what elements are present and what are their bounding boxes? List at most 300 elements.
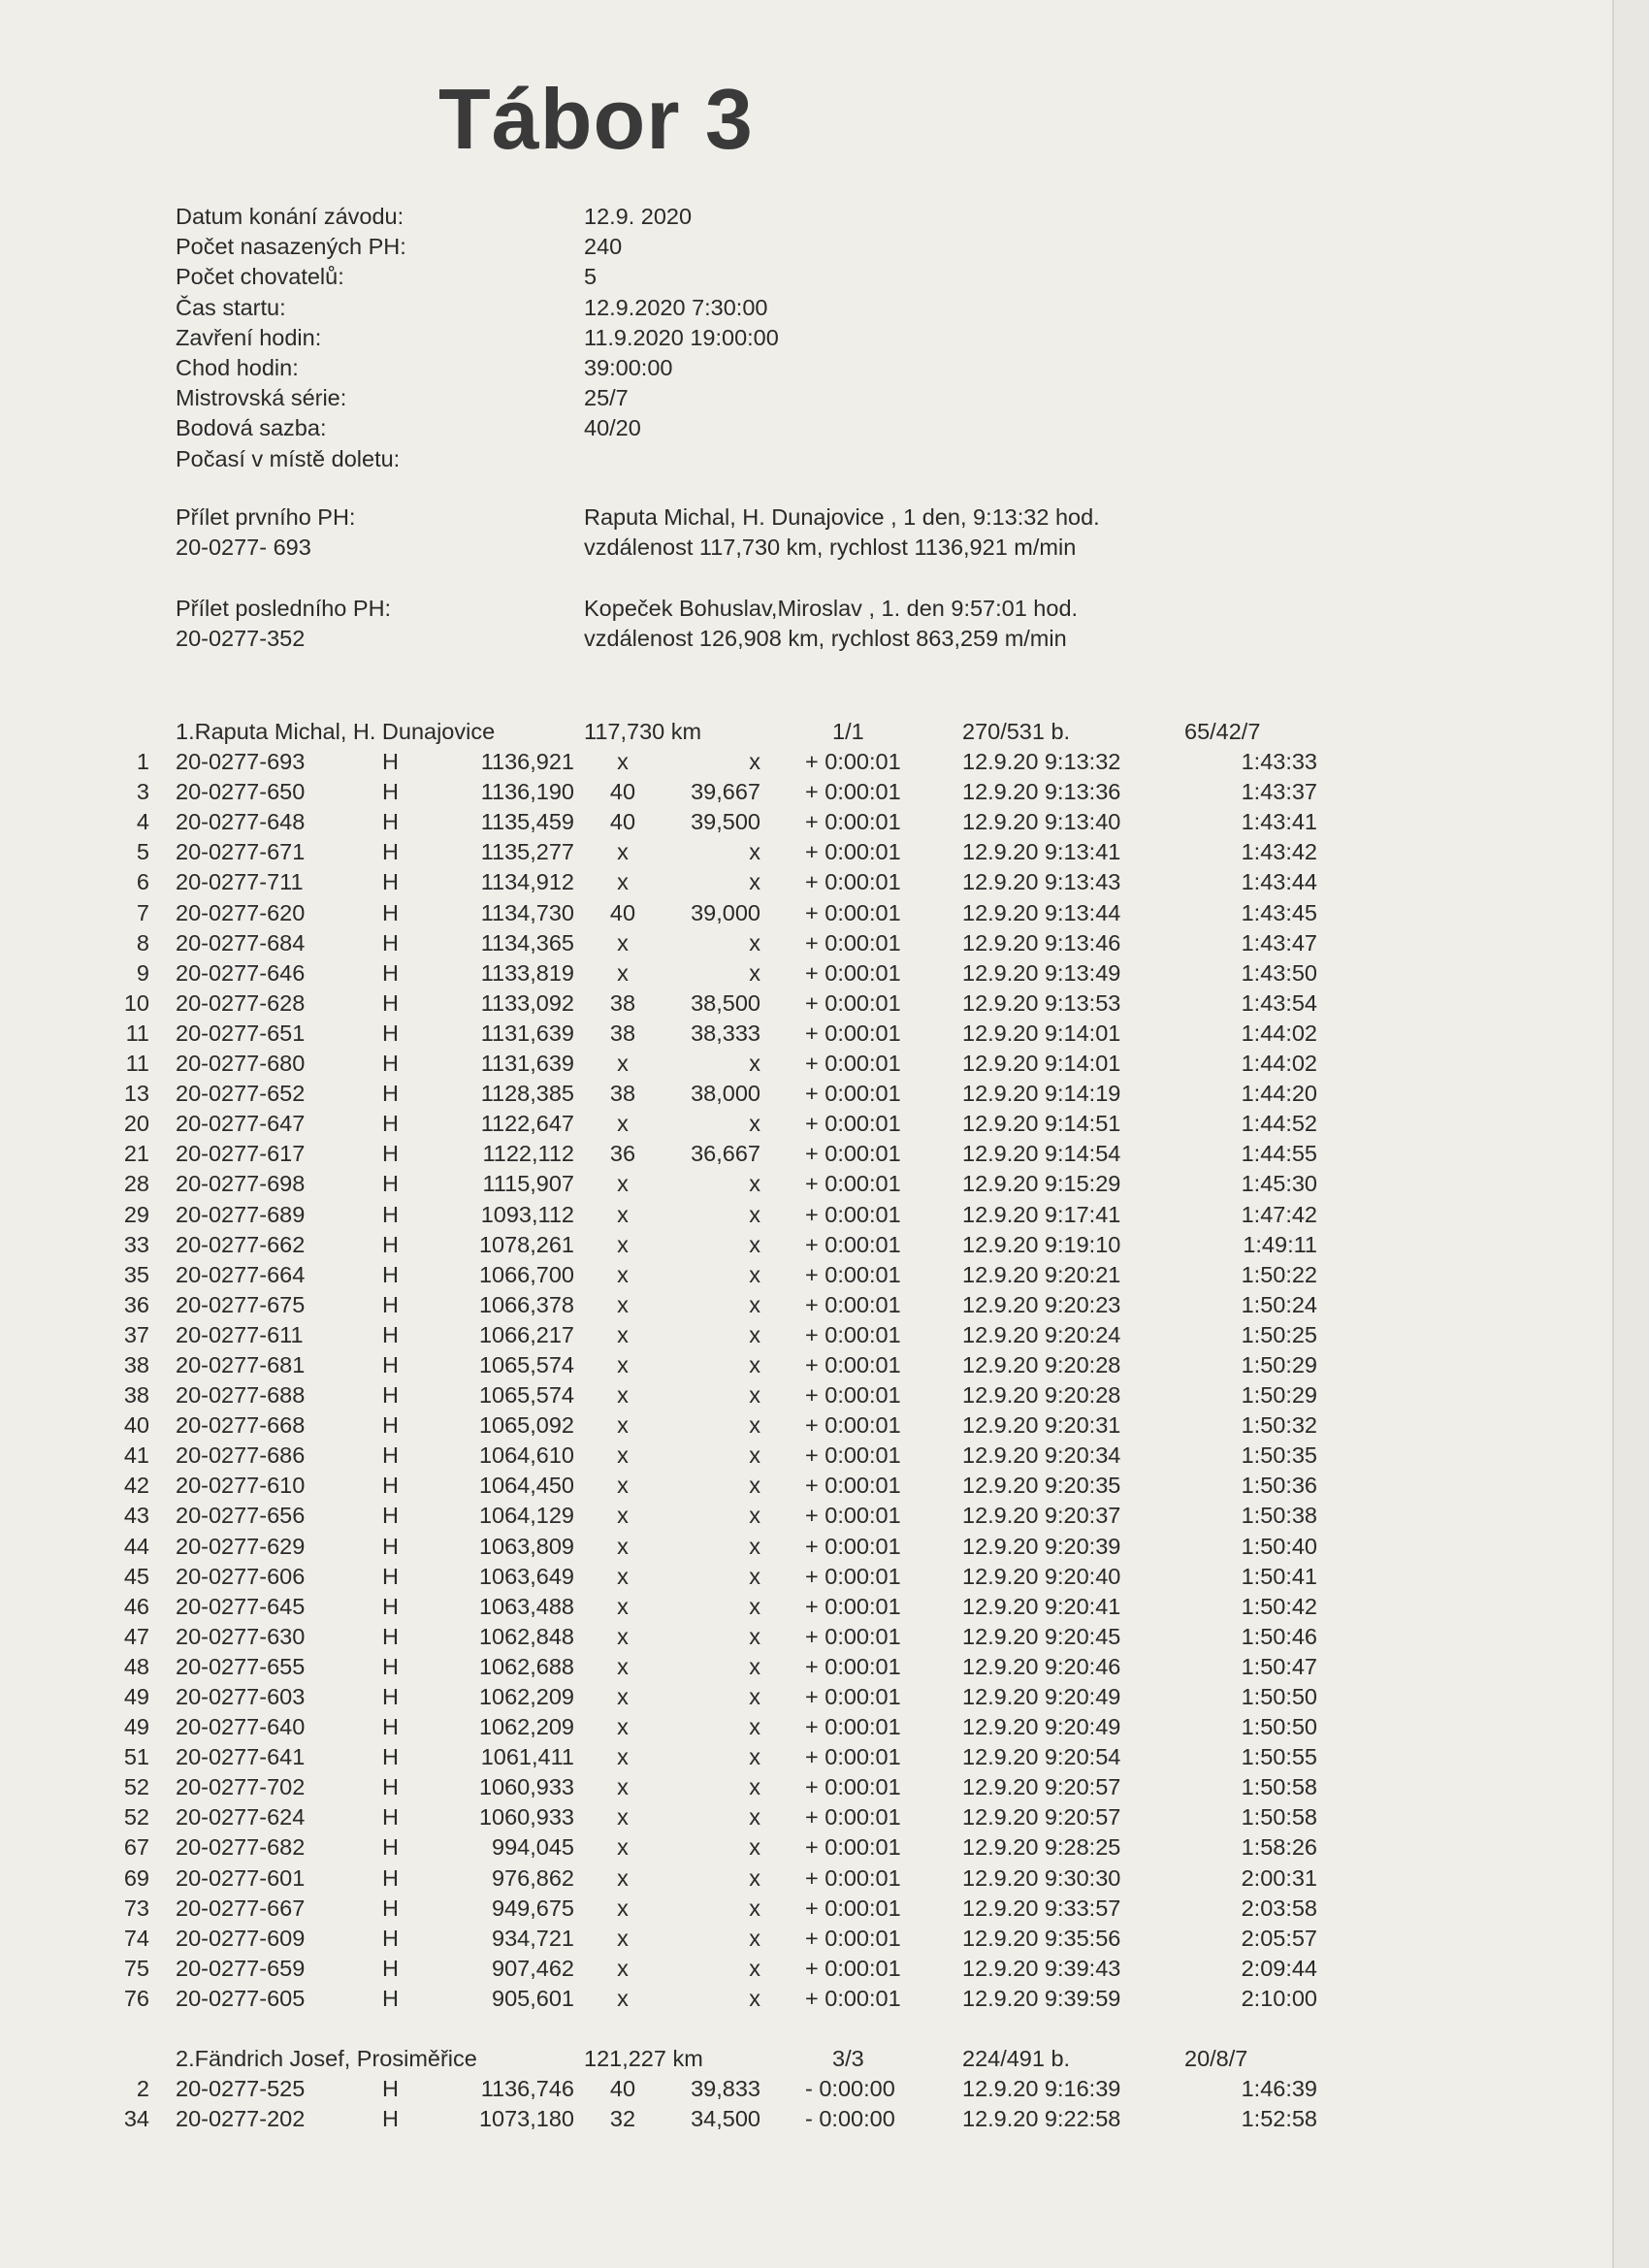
table-row [0,1956,1358,1986]
cell-flight-time: 1:43:50 [1241,959,1317,986]
cell-flight-time: 1:50:42 [1241,1593,1317,1619]
table-row [0,1473,1358,1503]
cell-clock-correction: + 0:00:01 [805,809,901,835]
cell-points: x [617,1653,629,1679]
cell-rank: 73 [123,1895,149,1921]
last-arrival-line2: vzdálenost 126,908 km, rychlost 863,259 m/min [584,626,1067,651]
cell-ring-number: 20-0277-656 [176,1503,306,1529]
breeder-header [0,719,1358,749]
cell-flight-time: 1:50:38 [1241,1503,1317,1529]
table-row [0,1534,1358,1564]
cell-rank: 1 [136,749,149,775]
cell-arrival-time: 12.9.20 9:14:01 [962,1020,1121,1046]
cell-speed: 1122,112 [482,1141,574,1167]
cell-coefficient: x [749,749,760,775]
cell-speed: 907,462 [492,1955,574,1981]
cell-points: 40 [609,2076,636,2102]
cell-sex: H [382,1503,399,1529]
table-row [0,1654,1358,1684]
cell-points: x [617,869,629,895]
cell-flight-time: 1:50:24 [1241,1291,1317,1317]
cell-ring-number: 20-0277-667 [176,1895,306,1921]
cell-arrival-time: 12.9.20 9:13:41 [962,839,1121,865]
cell-speed: 1062,688 [478,1653,574,1679]
table-row [0,1262,1358,1292]
table-row [0,1292,1358,1322]
cell-arrival-time: 12.9.20 9:20:35 [962,1473,1121,1499]
cell-rank: 6 [136,869,149,895]
cell-speed: 1122,647 [480,1111,574,1137]
cell-clock-correction: + 0:00:01 [805,1684,901,1709]
cell-sex: H [382,1141,399,1167]
cell-points: x [617,959,629,986]
cell-ring-number: 20-0277-641 [176,1744,306,1770]
cell-ring-number: 20-0277-711 [176,869,304,895]
cell-coefficient: x [749,1382,760,1409]
cell-clock-correction: + 0:00:01 [805,1051,901,1077]
breeder-distance: 117,730 km [584,719,702,744]
cell-rank: 21 [123,1141,149,1167]
cell-rank: 49 [123,1714,149,1740]
cell-points: x [617,1744,629,1770]
cell-speed: 1060,933 [478,1774,574,1800]
cell-coefficient: x [749,1111,760,1137]
cell-ring-number: 20-0277-617 [176,1141,306,1167]
race-info-value: 240 [584,234,623,260]
cell-clock-correction: + 0:00:01 [805,1111,901,1137]
cell-sex: H [382,1412,399,1439]
cell-rank: 40 [123,1412,149,1439]
cell-points: 36 [609,1141,636,1167]
cell-rank: 11 [125,1020,149,1046]
cell-ring-number: 20-0277-686 [176,1442,306,1469]
table-row [0,749,1358,779]
table-row [0,1684,1358,1714]
cell-clock-correction: + 0:00:01 [805,1503,901,1529]
table-row [0,1804,1358,1834]
cell-flight-time: 1:43:37 [1241,779,1317,805]
cell-rank: 13 [123,1081,149,1107]
cell-flight-time: 1:50:40 [1241,1533,1317,1559]
cell-ring-number: 20-0277-650 [176,779,306,805]
cell-speed: 1136,921 [480,749,574,775]
cell-rank: 8 [136,929,149,956]
cell-points: x [617,749,629,775]
cell-arrival-time: 12.9.20 9:20:28 [962,1382,1121,1409]
cell-rank: 74 [123,1925,149,1951]
cell-points: x [617,1533,629,1559]
table-row [0,1352,1358,1382]
cell-flight-time: 2:05:57 [1241,1925,1317,1951]
cell-clock-correction: + 0:00:01 [805,1171,901,1197]
cell-flight-time: 1:49:11 [1243,1231,1317,1257]
cell-flight-time: 1:50:50 [1241,1714,1317,1740]
cell-sex: H [382,1231,399,1257]
cell-coefficient: x [749,1291,760,1317]
cell-sex: H [382,1714,399,1740]
cell-coefficient: x [749,959,760,986]
cell-sex: H [382,839,399,865]
cell-arrival-time: 12.9.20 9:17:41 [962,1201,1121,1227]
cell-coefficient: x [749,1503,760,1529]
cell-ring-number: 20-0277-675 [176,1291,306,1317]
cell-arrival-time: 12.9.20 9:20:39 [962,1533,1121,1559]
cell-ring-number: 20-0277-684 [176,929,306,956]
cell-ring-number: 20-0277-606 [176,1563,306,1589]
cell-sex: H [382,1744,399,1770]
table-row [0,1594,1358,1624]
table-row [0,869,1358,899]
cell-ring-number: 20-0277-646 [176,959,306,986]
cell-speed: 1066,700 [478,1261,574,1287]
cell-ring-number: 20-0277-652 [176,1081,306,1107]
cell-points: x [617,1985,629,2011]
cell-rank: 41 [123,1442,149,1469]
cell-points: x [617,929,629,956]
cell-arrival-time: 12.9.20 9:14:19 [962,1081,1121,1107]
results-table [0,719,1358,2136]
cell-clock-correction: + 0:00:01 [805,779,901,805]
table-row [0,1382,1358,1412]
cell-speed: 1060,933 [478,1804,574,1831]
cell-coefficient: x [749,1744,760,1770]
cell-flight-time: 1:50:58 [1241,1804,1317,1831]
cell-rank: 33 [123,1231,149,1257]
cell-points: x [617,1201,629,1227]
cell-flight-time: 1:43:44 [1241,869,1317,895]
cell-arrival-time: 12.9.20 9:20:46 [962,1653,1121,1679]
cell-coefficient: x [749,1563,760,1589]
cell-rank: 28 [123,1171,149,1197]
cell-sex: H [382,1985,399,2011]
cell-ring-number: 20-0277-605 [176,1985,306,2011]
table-row [0,1834,1358,1864]
cell-points: 38 [609,989,636,1016]
race-info-label: Mistrovská série: [176,385,347,411]
cell-ring-number: 20-0277-640 [176,1714,306,1740]
cell-flight-time: 1:43:41 [1241,809,1317,835]
cell-flight-time: 2:03:58 [1241,1895,1317,1921]
race-info-value: 39:00:00 [584,354,673,380]
cell-clock-correction: + 0:00:01 [805,1804,901,1831]
cell-coefficient: x [749,1412,760,1439]
cell-arrival-time: 12.9.20 9:13:49 [962,959,1121,986]
cell-points: 40 [609,809,636,835]
cell-coefficient: x [749,1201,760,1227]
cell-coefficient: x [749,1925,760,1951]
cell-speed: 976,862 [492,1864,574,1891]
cell-coefficient: x [749,1442,760,1469]
cell-sex: H [382,1291,399,1317]
cell-sex: H [382,1533,399,1559]
table-row [0,900,1358,930]
cell-rank: 7 [136,899,149,925]
cell-arrival-time: 12.9.20 9:20:37 [962,1503,1121,1529]
cell-rank: 35 [123,1261,149,1287]
cell-arrival-time: 12.9.20 9:22:58 [962,2106,1121,2132]
cell-speed: 934,721 [492,1925,574,1951]
cell-rank: 20 [123,1111,149,1137]
table-row [0,1021,1358,1051]
table-row [0,1774,1358,1804]
cell-flight-time: 1:44:02 [1241,1020,1317,1046]
cell-sex: H [382,1171,399,1197]
cell-arrival-time: 12.9.20 9:39:59 [962,1985,1121,2011]
cell-sex: H [382,779,399,805]
cell-coefficient: x [749,1321,760,1347]
cell-speed: 1134,730 [480,899,574,925]
cell-flight-time: 1:50:50 [1241,1684,1317,1709]
cell-points: x [617,1231,629,1257]
race-info-value: 25/7 [584,385,629,411]
cell-rank: 49 [123,1684,149,1709]
cell-sex: H [382,749,399,775]
cell-speed: 1063,649 [478,1563,574,1589]
cell-coefficient: x [749,929,760,956]
table-row [0,1202,1358,1232]
cell-sex: H [382,1623,399,1649]
cell-coefficient: x [749,1955,760,1981]
cell-rank: 43 [123,1503,149,1529]
cell-arrival-time: 12.9.20 9:20:57 [962,1804,1121,1831]
cell-speed: 994,045 [492,1834,574,1861]
cell-rank: 38 [123,1351,149,1377]
cell-sex: H [382,809,399,835]
cell-rank: 44 [123,1533,149,1559]
cell-ring-number: 20-0277-630 [176,1623,306,1649]
cell-speed: 1064,450 [478,1473,574,1499]
cell-clock-correction: - 0:00:00 [805,2076,895,2102]
cell-speed: 1064,610 [478,1442,574,1469]
cell-points: 38 [609,1020,636,1046]
cell-arrival-time: 12.9.20 9:39:43 [962,1955,1121,1981]
cell-ring-number: 20-0277-698 [176,1171,306,1197]
cell-flight-time: 1:44:20 [1241,1081,1317,1107]
cell-points: x [617,1925,629,1951]
cell-speed: 1062,209 [478,1684,574,1709]
cell-coefficient: x [749,1623,760,1649]
cell-arrival-time: 12.9.20 9:13:40 [962,809,1121,835]
cell-sex: H [382,1804,399,1831]
cell-speed: 1135,277 [480,839,574,865]
cell-clock-correction: + 0:00:01 [805,1261,901,1287]
table-row [0,839,1358,869]
cell-speed: 1131,639 [480,1020,574,1046]
cell-flight-time: 1:50:29 [1241,1382,1317,1409]
cell-coefficient: x [749,1774,760,1800]
cell-rank: 76 [123,1985,149,2011]
cell-sex: H [382,1321,399,1347]
cell-flight-time: 1:50:36 [1241,1473,1317,1499]
cell-sex: H [382,1653,399,1679]
breeder-header [0,2046,1358,2076]
cell-flight-time: 1:58:26 [1241,1834,1317,1861]
cell-rank: 37 [123,1321,149,1347]
table-row [0,809,1358,839]
cell-sex: H [382,1925,399,1951]
cell-rank: 69 [123,1864,149,1891]
cell-flight-time: 1:43:45 [1241,899,1317,925]
cell-ring-number: 20-0277-681 [176,1351,306,1377]
cell-coefficient: x [749,1985,760,2011]
cell-clock-correction: + 0:00:01 [805,1020,901,1046]
table-row [0,1865,1358,1895]
cell-clock-correction: + 0:00:01 [805,1473,901,1499]
cell-points: x [617,1382,629,1409]
cell-coefficient: x [749,1895,760,1921]
cell-arrival-time: 12.9.20 9:20:31 [962,1412,1121,1439]
cell-clock-correction: + 0:00:01 [805,1714,901,1740]
cell-speed: 1135,459 [480,809,574,835]
cell-rank: 67 [123,1834,149,1861]
cell-sex: H [382,1081,399,1107]
cell-points: x [617,1895,629,1921]
cell-sex: H [382,1563,399,1589]
cell-speed: 1062,209 [478,1714,574,1740]
cell-ring-number: 20-0277-702 [176,1774,306,1800]
cell-ring-number: 20-0277-645 [176,1593,306,1619]
cell-flight-time: 1:50:55 [1241,1744,1317,1770]
race-info-label: Bodová sazba: [176,415,327,441]
cell-sex: H [382,899,399,925]
cell-speed: 1063,809 [478,1533,574,1559]
table-row [0,779,1358,809]
cell-sex: H [382,1111,399,1137]
table-row [0,1624,1358,1654]
cell-flight-time: 1:50:29 [1241,1351,1317,1377]
cell-flight-time: 1:50:25 [1241,1321,1317,1347]
cell-speed: 1078,261 [478,1231,574,1257]
cell-speed: 1136,190 [480,779,574,805]
table-row [0,960,1358,990]
page-title: Tábor 3 [438,71,754,167]
cell-rank: 45 [123,1563,149,1589]
cell-clock-correction: + 0:00:01 [805,1774,901,1800]
cell-sex: H [382,869,399,895]
cell-sex: H [382,1382,399,1409]
cell-arrival-time: 12.9.20 9:20:21 [962,1261,1121,1287]
table-row [0,1895,1358,1926]
cell-points: x [617,1111,629,1137]
cell-ring-number: 20-0277-647 [176,1111,306,1137]
cell-ring-number: 20-0277-689 [176,1201,306,1227]
cell-speed: 1065,574 [478,1351,574,1377]
cell-clock-correction: + 0:00:01 [805,1955,901,1981]
cell-points: x [617,1623,629,1649]
cell-coefficient: 38,500 [691,989,760,1016]
cell-speed: 1134,912 [480,869,574,895]
cell-sex: H [382,1442,399,1469]
cell-arrival-time: 12.9.20 9:30:30 [962,1864,1121,1891]
breeder-distance: 121,227 km [584,2046,703,2072]
cell-arrival-time: 12.9.20 9:13:43 [962,869,1121,895]
cell-clock-correction: + 0:00:01 [805,1623,901,1649]
cell-rank: 3 [136,779,149,805]
breeder-points: 224/491 b. [962,2046,1071,2072]
cell-ring-number: 20-0277-688 [176,1382,306,1409]
cell-coefficient: x [749,1171,760,1197]
cell-points: x [617,1503,629,1529]
race-info-label: Čas startu: [176,294,286,320]
cell-clock-correction: + 0:00:01 [805,1081,901,1107]
cell-rank: 47 [123,1623,149,1649]
first-arrival-line1: Raputa Michal, H. Dunajovice , 1 den, 9:13:32 hod. [584,504,1100,530]
cell-flight-time: 1:50:47 [1241,1653,1317,1679]
cell-coefficient: x [749,1714,760,1740]
cell-ring-number: 20-0277-659 [176,1955,306,1981]
race-info-label: Počasí v místě doletu: [176,445,401,471]
cell-points: x [617,1321,629,1347]
race-info-value: 12.9. 2020 [584,204,693,229]
breeder-series: 20/8/7 [1184,2046,1248,2072]
table-row [0,1111,1358,1141]
cell-ring-number: 20-0277-624 [176,1804,306,1831]
cell-flight-time: 1:46:39 [1241,2076,1317,2102]
cell-rank: 34 [123,2106,149,2132]
table-row [0,990,1358,1021]
cell-speed: 1066,378 [478,1291,574,1317]
cell-sex: H [382,1684,399,1709]
breeder-name: 1.Raputa Michal, H. Dunajovice [176,719,496,744]
cell-ring-number: 20-0277-664 [176,1261,306,1287]
cell-clock-correction: - 0:00:00 [805,2106,895,2132]
first-arrival-line2: vzdálenost 117,730 km, rychlost 1136,921 m/min [584,535,1077,560]
cell-coefficient: x [749,1473,760,1499]
cell-flight-time: 1:44:52 [1241,1111,1317,1137]
cell-arrival-time: 12.9.20 9:19:10 [962,1231,1121,1257]
table-row [0,1744,1358,1774]
cell-sex: H [382,1774,399,1800]
breeder-count: 1/1 [832,719,864,744]
cell-arrival-time: 12.9.20 9:20:57 [962,1774,1121,1800]
cell-points: x [617,1171,629,1197]
cell-ring-number: 20-0277-651 [176,1020,306,1046]
cell-coefficient: 39,667 [691,779,760,805]
cell-ring-number: 20-0277-628 [176,989,306,1016]
cell-rank: 4 [136,809,149,835]
cell-coefficient: x [749,1834,760,1861]
cell-coefficient: 39,500 [691,809,760,835]
cell-flight-time: 1:50:58 [1241,1774,1317,1800]
first-arrival-label: Přílet prvního PH: [176,504,356,530]
cell-clock-correction: + 0:00:01 [805,1231,901,1257]
cell-ring-number: 20-0277-603 [176,1684,306,1709]
cell-ring-number: 20-0277-601 [176,1864,306,1891]
cell-sex: H [382,1473,399,1499]
cell-coefficient: x [749,869,760,895]
cell-ring-number: 20-0277-202 [176,2106,306,2132]
table-row [0,1714,1358,1744]
cell-arrival-time: 12.9.20 9:20:49 [962,1684,1121,1709]
cell-sex: H [382,1593,399,1619]
cell-rank: 51 [123,1744,149,1770]
cell-flight-time: 1:44:02 [1241,1051,1317,1077]
cell-points: x [617,1774,629,1800]
cell-clock-correction: + 0:00:01 [805,959,901,986]
cell-arrival-time: 12.9.20 9:15:29 [962,1171,1121,1197]
race-info-value: 11.9.2020 19:00:00 [584,324,779,350]
cell-ring-number: 20-0277-680 [176,1051,306,1077]
cell-sex: H [382,1834,399,1861]
cell-clock-correction: + 0:00:01 [805,1563,901,1589]
cell-speed: 1066,217 [478,1321,574,1347]
cell-flight-time: 2:00:31 [1241,1864,1317,1891]
cell-sex: H [382,989,399,1016]
cell-speed: 1065,574 [478,1382,574,1409]
last-arrival-ring: 20-0277-352 [176,626,306,651]
table-row [0,930,1358,960]
cell-flight-time: 2:10:00 [1241,1985,1317,2011]
